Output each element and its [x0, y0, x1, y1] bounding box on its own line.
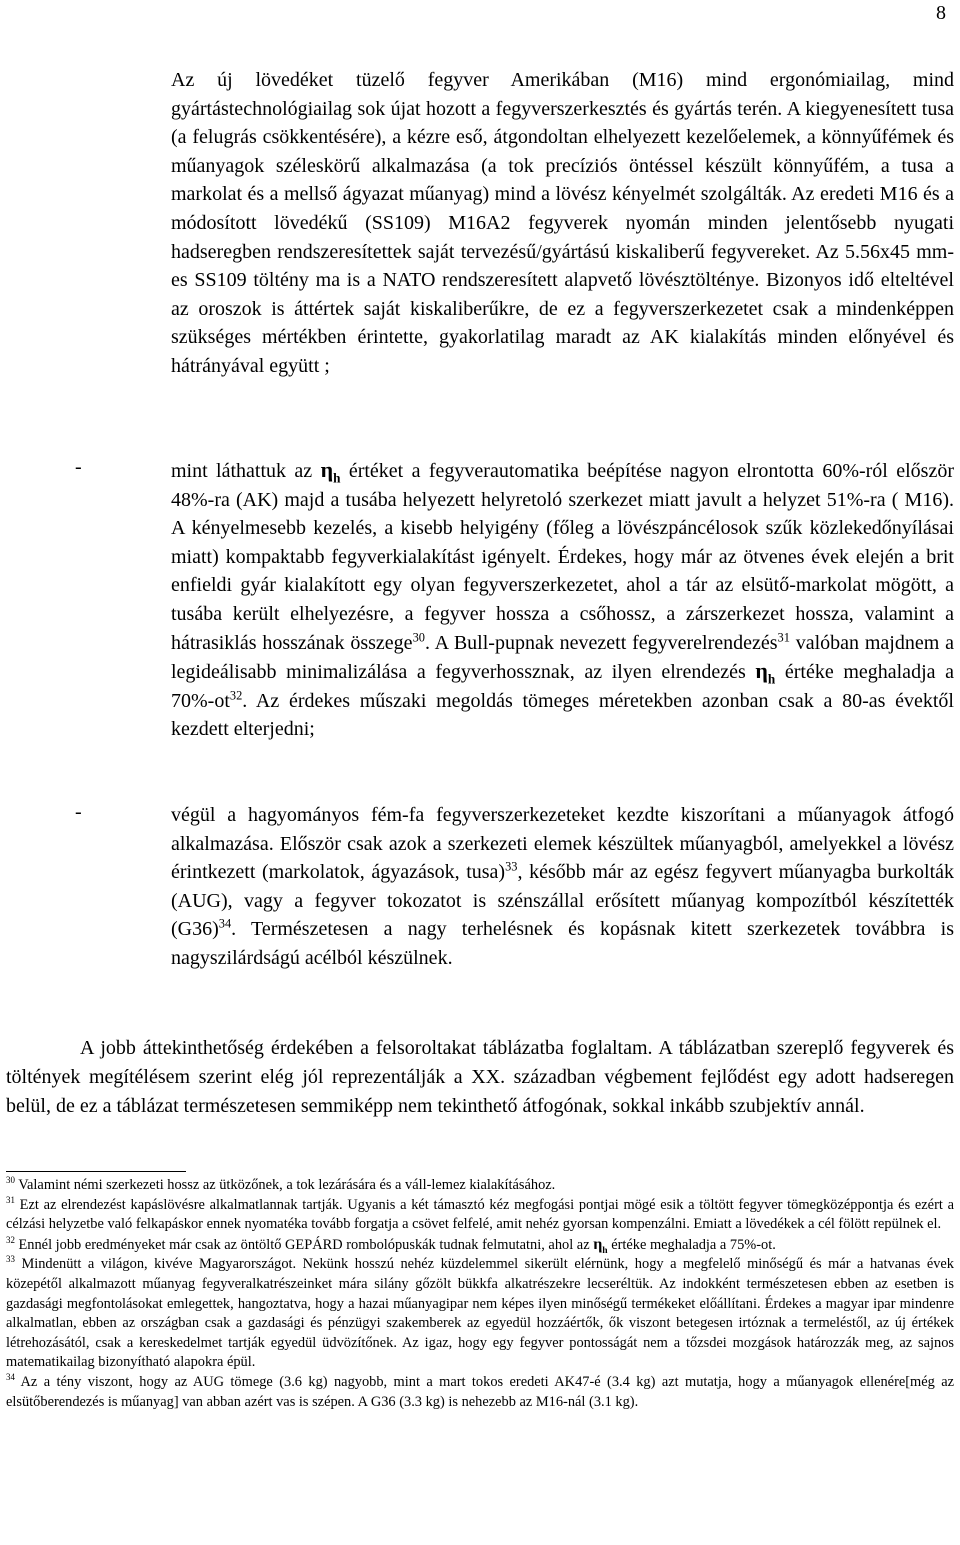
footnote-31: $^{31}$ Ezt az elrendezést kapáslövésre alkalmatlannak tartják. Ugyanis a két támasztó kéz megfogási pontjai mögé esik a töltött fegyver tömegközéppontja és ezért a célzási helyzetbe való felkapáskor ennek nyomatéka tovább forgatja a csövet felfelé, amit nehéz gyorsan kompenzálni. Emiatt a lövedékek a cél fölött repülnek el. — [6, 1194, 954, 1233]
summary-paragraph: A jobb áttekinthetőség érdekében a felsoroltakat táblázatba foglaltam. A táblázatban szereplő fegyverek és töltények megítélésem szerint elég jól reprezentálják a XX. században végbement fejlődést egy adott hadseregen belül, de ez a táblázat természetesen semmiképp nem tekinthető átfogónak, sokkal inkább szubjektív annál. — [6, 1037, 954, 1117]
footnote-30: $^{30}$ Valamint némi szerkezeti hossz az ütközőnek, a tok lezárására és a váll-lemez kialakításához. — [6, 1175, 556, 1193]
eta-symbol: $\eta_h$ — [320, 457, 341, 486]
footnote-ref-34[interactable]: 34 — [218, 916, 232, 931]
footnote-ref-33[interactable]: 33 — [505, 859, 518, 874]
footnote-separator — [6, 1171, 186, 1172]
footnotes — [6, 1176, 954, 1412]
list-item-2: végül a hagyományos fém-fa fegyverszerkezeteket kezdte kiszorítani a műanyagok átfogó alkalmazása. Először csak azok a szerkezeti elemek készültek műanyagból, amelyekkel a lövész érintkezett (markolatok, ágyazások, tusa)$^{33}$, később már az egész fegyvert műanyagba burkolták (AUG), vagy a fegyver tokozatot is szénszállal erősített műanyag kompozítból készítették $(G36)^{34}$. Természetesen a nagy terhelésnek és kopásnak kitett szerkezetek továbbra is nagyszilárdságú acélból készülnek. — [171, 804, 955, 969]
footnote-32: $^{32}$ Ennél jobb eredményeket már csak az öntöltő GEPÁRD rombolópuskák tudnak felmutatni, ahol az $\eta_h$ értéke meghaladja a 75%-ot. — [6, 1234, 776, 1256]
list-dash-2: - — [75, 801, 82, 823]
eta-symbol: $\eta_h$ — [593, 1235, 608, 1256]
list-item-1: mint láthattuk az $\eta_h$ értéket a fegyverautomatika beépítése nagyon elrontotta 60%-ról először 48%-ra (AK) majd a tusába helyezett helyretoló szerkezet miatt javult a helyzet 51%-ra ( M16). A kényelmesebb kezelés, a kisebb helyigény (főleg a lövészpáncélosok szűk közlekedőnyílásai miatt) kompaktabb fegyverkialakítást igényelt. Érdekes, hogy már az ötvenes évek elején a brit enfieldi gyár kialakított egy olyan fegyverszerkezetet, ahol a tár az elsütő-markolat mögött, a tusába került elhelyezésre, a fegyver hossza a csőhossz, a zárszerkezet hossza, valamint a hátrasiklás hosszának összege$^{30}$. A Bull-pupnak nevezett fegyverelrendezés$^{31}$ valóban majdnem a legideálisabb minimalizálása a fegyverhossznak, az ilyen elrendezés $\eta_h$ értéke meghaladja a $70\%-ot^{32}$. Az érdekes műszaki megoldás tömeges méretekben azonban csak a 80-as évektől kezdett elterjedni; — [171, 457, 955, 741]
page-number: 8 — [936, 2, 946, 24]
footnote-ref-30[interactable]: 30 — [412, 629, 425, 644]
footnote-34: $^{34}$ Az a tény viszont, hogy az AUG tömege (3.6 kg) nagyobb, mint a mart tokos eredeti AK47-é (3.4 kg) azt mutatja, hogy a műanyagok ellenére[még az elsütőberendezés is műanyag] van abban azért vas is szépen. A G36 (3.3 kg) is nehezebb az M16-nál (3.1 kg). — [6, 1372, 954, 1410]
footnote-33: $^{33}$ Mindenütt a világon, kivéve Magyarországot. Nekünk hosszú nehéz küzdelemmel sikerült elérnünk, hogy a megfelelő minőségű és már a hatvanas évek közepétől alkalmazott műanyag fegyveralkatrészeinket mára silány gőzölt bükkfa alkatrészekre lecseréltük. Az indokként természetesen ebben az esetben is gazdasági megfontolásokat emlegettek, hangoztatva, hogy a hazai műanyagipar nem képes ilyen minőségű termékeket előállítani. Érdekes a magyar ipar mindenre alkalmatlan, ebben az országban csak a gazdasági és pénzügyi szakemberek az egyedül hozzáértők, ők viszont betegesen irtóznak a termeléstől, az új értékek létrehozásától, csak a kereskedelmet tartják egyedül üdvözítőnek. Az igaz, hogy egy fegyver pontosságát nem a tőzsdei mozgások határozzák meg, az sajnos matematikailag bizonyítható alapokra épül. — [6, 1254, 954, 1371]
footnote-ref-31[interactable]: 31 — [777, 629, 790, 644]
list-dash-1: - — [75, 456, 82, 478]
eta-symbol: $\eta_h$ — [755, 658, 776, 687]
footnote-ref-32[interactable]: 32 — [229, 688, 243, 703]
paragraph-m16-intro: Az új lövedéket tüzelő fegyver Amerikában (M16) mind ergonómiailag, mind gyártástechnológiailag sok újat hozott a fegyverszerkesztés és gyártás terén. A kiegyenesített tusa (a felugrás csökkentésére), a kézre eső, átgondoltan elhelyezett kezelőelemek, a könnyűfémek és műanyagok széleskörű alkalmazása (a tok precíziós öntéssel készült könnyűfém, a tusa a markolat és a mellső ágyazat műanyag) mind a lövész kényelmét szolgálták. Az eredeti M16 és a módosított lövedékű (SS109) M16A2 fegyverek nyomán minden jelentősebb nyugati hadseregben rendszeresítettek saját tervezésű/gyártású kiskaliberű fegyvereket. Az 5.56x45 mm-es SS109 töltény ma is a NATO rendszeresített alapvető lövésztölténye. Bizonyos idő elteltével az oroszok is áttértek saját kiskaliberűkre, de ez a fegyverszerkezetet csak a mindenképpen szükséges mértékben érintette, gyakorlatilag maradt az AK kialakítás minden előnyével és hátrányával együtt ; — [171, 69, 954, 377]
